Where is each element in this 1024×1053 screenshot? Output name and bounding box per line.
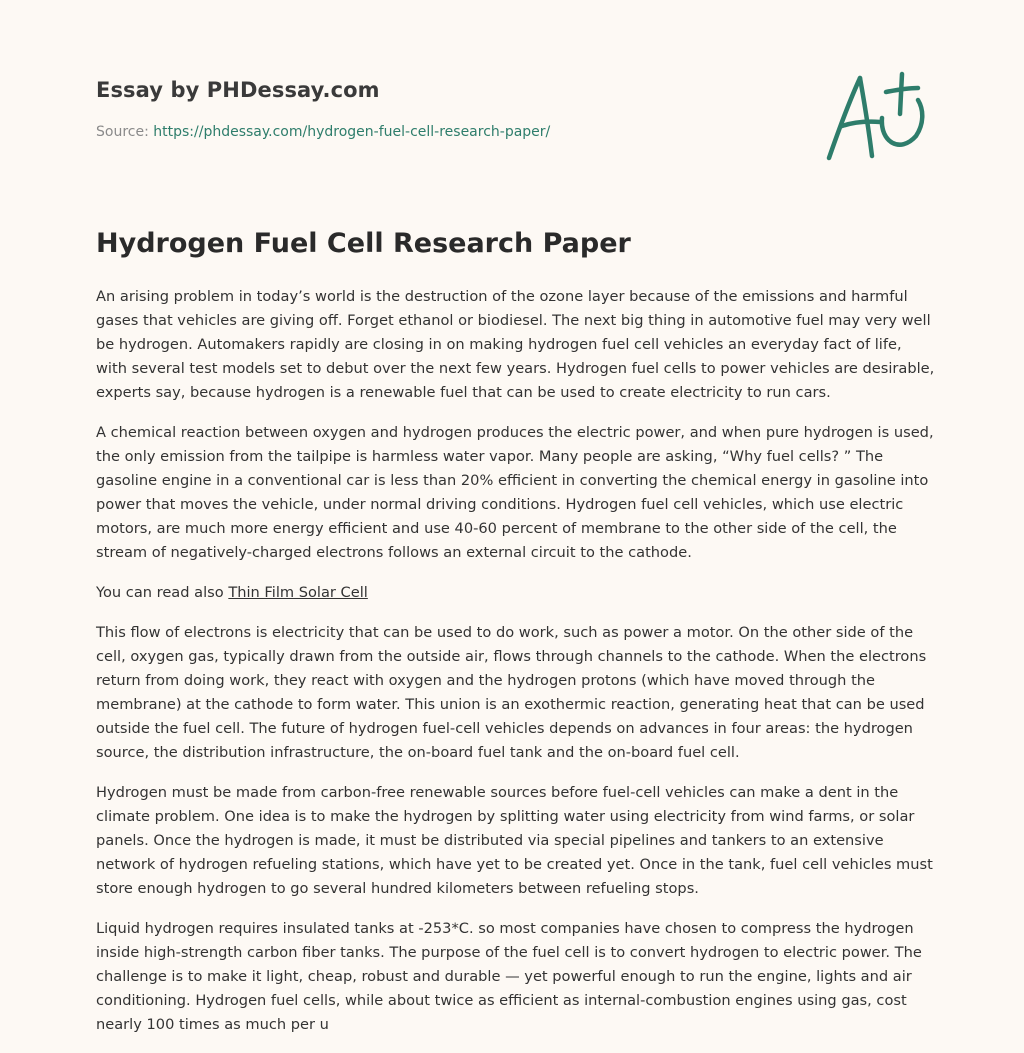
paragraph: This flow of electrons is electricity that can be used to do work, such as power a motor. On the other side of the cell, oxygen gas, typically drawn from the outside air, flows through channels to the cathode. When the electrons return from doing work, they react with oxygen and the hydrogen protons (which have moved through the membrane) at the cathode to form water. This union is an exothermic reaction, generating heat that can be used outside the fuel cell. The future of hydrogen fuel-cell vehicles depends on advances in four areas: the hydrogen source, the distribution infrastructure, the on-board fuel tank and the on-board fuel cell. (96, 624, 927, 761)
read-also-label: You can read also (96, 584, 229, 601)
paragraph: A chemical reaction between oxygen and hydrogen produces the electric power, and when pure hydrogen is used, the only emission from the tailpipe is harmless water vapor. Many people are asking, “Why fuel cells? ” The gasoline engine in a conventional car is less than 20% efficient in converting the chemical energy in gasoline into power that moves the vehicle, under normal driving conditions. Hydrogen fuel cell vehicles, which use electric motors, are much more energy efficient and use 40-60 percent of membrane to the other side of the cell, the stream of negatively-charged electrons follows an external circuit to the cathode. (96, 424, 934, 561)
page-header (96, 76, 928, 142)
paragraph: An arising problem in today’s world is the destruction of the ozone layer because of the emissions and harmful gases that vehicles are giving off. Forget ethanol or biodiesel. The next big thing in automotive fuel may very well be hydrogen. Automakers rapidly are closing in on making hydrogen fuel cell vehicles an everyday fact of life, with several test models set to debut over the next few years. Hydrogen fuel cells to power vehicles are desirable, experts say, because hydrogen is a renewable fuel that can be used to create electricity to run cars. (96, 288, 935, 401)
essay-title: Hydrogen Fuel Cell Research Paper (96, 228, 631, 259)
read-also-link[interactable]: Thin Film Solar Cell (228, 584, 368, 601)
site-brand: Essay by PHDessay.com (96, 78, 380, 102)
essay-body (96, 285, 936, 1053)
read-also-line (96, 581, 936, 605)
paragraph: Hydrogen must be made from carbon-free renewable sources before fuel-cell vehicles can make a dent in the climate problem. One idea is to make the hydrogen by splitting water using electricity from wind farms, or solar panels. Once the hydrogen is made, it must be distributed via special pipelines and tankers to an extensive network of hydrogen refueling stations, which have yet to be created yet. Once in the tank, fuel cell vehicles must store enough hydrogen to go several hundred kilometers between refueling stops. (96, 784, 933, 897)
paragraph: Liquid hydrogen requires insulated tanks at -253*C. so most companies have chosen to compress the hydrogen inside high-strength carbon fiber tanks. The purpose of the fuel cell is to convert hydrogen to electric power. The challenge is to make it light, cheap, robust and durable — yet powerful enough to run the engine, lights and air conditioning. Hydrogen fuel cells, while about twice as efficient as internal-combustion engines using gas, cost nearly 100 times as much per u (96, 920, 922, 1033)
source-label: Source: (96, 124, 154, 140)
source-link[interactable]: https://phdessay.com/hydrogen-fuel-cell-research-paper/ (153, 124, 551, 140)
source-line (96, 122, 928, 142)
a-plus-logo-icon (820, 66, 930, 166)
